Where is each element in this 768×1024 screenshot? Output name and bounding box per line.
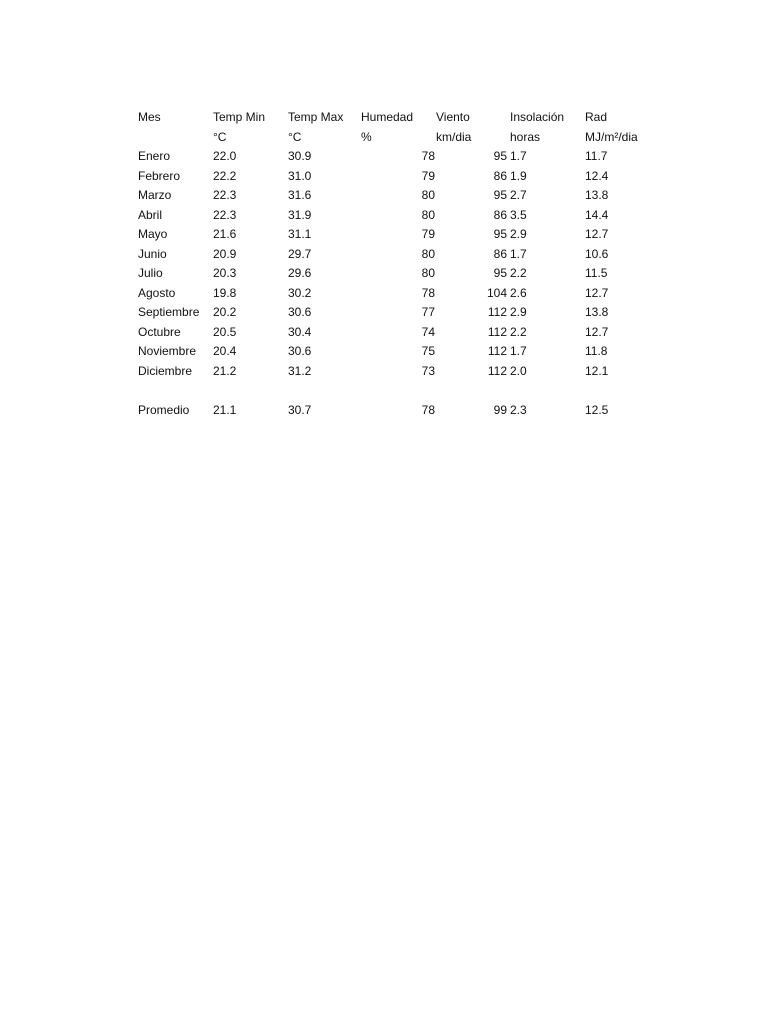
- cell-tmin: 22.3: [213, 207, 237, 222]
- avg-ins: 2.3: [510, 403, 527, 417]
- blank-row: [138, 381, 668, 401]
- header-vie: Viento: [436, 110, 470, 124]
- cell-rad: 14.4: [585, 207, 609, 222]
- header-row-2: [138, 128, 668, 148]
- cell-ins: 2.6: [510, 285, 527, 300]
- avg-hum: 78: [421, 403, 435, 417]
- cell-hum: 80: [421, 207, 435, 222]
- unit-vie: km/dia: [436, 129, 472, 144]
- cell-vie: 86: [493, 246, 507, 261]
- unit-hum: %: [361, 129, 372, 144]
- table-row: [138, 225, 668, 245]
- header-tmin: Temp Min: [213, 110, 266, 124]
- cell-vie: 95: [493, 149, 507, 163]
- cell-vie: 95: [493, 188, 507, 202]
- cell-tmax: 29.6: [288, 266, 312, 280]
- cell-rad: 12.7: [585, 324, 609, 339]
- cell-tmax: 30.9: [288, 149, 312, 163]
- cell-tmax: 30.4: [288, 324, 312, 339]
- cell-hum: 73: [421, 363, 435, 378]
- cell-ins: 2.0: [510, 363, 527, 378]
- cell-ins: 2.9: [510, 227, 527, 241]
- cell-mes: Abril: [138, 207, 163, 222]
- table-row: [138, 284, 668, 304]
- cell-mes: Junio: [138, 246, 167, 261]
- header-tmax: Temp Max: [288, 110, 344, 124]
- cell-vie: 112: [487, 305, 507, 319]
- avg-tmin: 21.1: [213, 403, 237, 417]
- cell-rad: 12.7: [585, 227, 609, 241]
- avg-tmax: 30.7: [288, 403, 312, 417]
- cell-tmin: 22.2: [213, 168, 237, 183]
- cell-tmin: 20.3: [213, 266, 237, 280]
- table-row: [138, 362, 668, 382]
- cell-hum: 78: [421, 149, 435, 163]
- cell-tmin: 20.4: [213, 344, 237, 358]
- cell-ins: 1.7: [510, 344, 527, 358]
- table-row: [138, 206, 668, 226]
- cell-vie: 112: [487, 344, 507, 358]
- cell-tmin: 20.2: [213, 305, 237, 319]
- cell-ins: 1.7: [510, 149, 527, 163]
- header-ins: Insolación: [510, 110, 565, 124]
- cell-hum: 78: [421, 285, 435, 300]
- cell-mes: Marzo: [138, 188, 172, 202]
- avg-mes: Promedio: [138, 403, 190, 417]
- cell-ins: 2.7: [510, 188, 527, 202]
- cell-rad: 10.6: [585, 246, 609, 261]
- cell-tmax: 29.7: [288, 246, 312, 261]
- table-row: [138, 323, 668, 343]
- cell-vie: 86: [493, 207, 507, 222]
- cell-tmax: 30.2: [288, 285, 312, 300]
- avg-vie: 99: [493, 403, 507, 417]
- cell-hum: 80: [421, 188, 435, 202]
- unit-tmax: °C: [288, 129, 302, 144]
- cell-tmin: 19.8: [213, 285, 237, 300]
- cell-rad: 11.8: [585, 344, 608, 358]
- header-row-1: [138, 108, 668, 128]
- cell-hum: 80: [421, 266, 435, 280]
- cell-hum: 74: [421, 324, 435, 339]
- cell-vie: 112: [487, 324, 507, 339]
- climate-table: [138, 108, 668, 421]
- cell-tmin: 21.6: [213, 227, 237, 241]
- cell-vie: 86: [493, 168, 507, 183]
- table-row: [138, 303, 668, 323]
- cell-vie: 112: [487, 363, 507, 378]
- cell-tmin: 22.3: [213, 188, 237, 202]
- cell-tmax: 31.2: [288, 363, 312, 378]
- unit-tmin: °C: [213, 129, 227, 144]
- cell-tmin: 20.5: [213, 324, 237, 339]
- cell-mes: Agosto: [138, 285, 176, 300]
- avg-rad: 12.5: [585, 403, 609, 417]
- cell-rad: 11.5: [585, 266, 608, 280]
- cell-rad: 11.7: [585, 149, 608, 163]
- cell-tmax: 31.9: [288, 207, 312, 222]
- cell-mes: Octubre: [138, 324, 181, 339]
- cell-tmin: 22.0: [213, 149, 237, 163]
- unit-ins: horas: [510, 129, 541, 144]
- cell-hum: 79: [421, 168, 435, 183]
- unit-rad: MJ/m²/dia: [585, 129, 638, 144]
- cell-ins: 1.9: [510, 168, 527, 183]
- cell-mes: Febrero: [138, 168, 181, 183]
- cell-ins: 3.5: [510, 207, 527, 222]
- header-mes: Mes: [138, 110, 161, 124]
- cell-mes: Enero: [138, 149, 171, 163]
- cell-mes: Julio: [138, 266, 163, 280]
- cell-tmax: 30.6: [288, 344, 312, 358]
- cell-rad: 12.1: [585, 363, 609, 378]
- cell-vie: 95: [493, 266, 507, 280]
- table-row: [138, 147, 668, 167]
- cell-tmin: 21.2: [213, 363, 237, 378]
- table-row: [138, 186, 668, 206]
- cell-vie: 104: [486, 285, 507, 300]
- cell-hum: 77: [421, 305, 435, 319]
- cell-mes: Noviembre: [138, 344, 197, 358]
- cell-tmin: 20.9: [213, 246, 237, 261]
- cell-hum: 80: [421, 246, 435, 261]
- cell-rad: 13.8: [585, 188, 609, 202]
- cell-rad: 12.4: [585, 168, 609, 183]
- table-row: [138, 264, 668, 284]
- cell-tmax: 30.6: [288, 305, 312, 319]
- cell-tmax: 31.6: [288, 188, 312, 202]
- cell-ins: 2.9: [510, 305, 527, 319]
- cell-rad: 13.8: [585, 305, 609, 319]
- table-row: [138, 167, 668, 187]
- cell-mes: Septiembre: [138, 305, 200, 319]
- cell-ins: 2.2: [510, 266, 527, 280]
- cell-rad: 12.7: [585, 285, 609, 300]
- cell-tmax: 31.1: [288, 227, 312, 241]
- cell-tmax: 31.0: [288, 168, 312, 183]
- table-row: [138, 342, 668, 362]
- cell-hum: 75: [421, 344, 435, 358]
- cell-vie: 95: [493, 227, 507, 241]
- average-row: [138, 401, 668, 421]
- cell-mes: Diciembre: [138, 363, 193, 378]
- cell-mes: Mayo: [138, 227, 168, 241]
- header-rad: Rad: [585, 110, 608, 124]
- header-hum: Humedad: [361, 110, 414, 124]
- cell-hum: 79: [421, 227, 435, 241]
- cell-ins: 1.7: [510, 246, 527, 261]
- table-row: [138, 245, 668, 265]
- cell-ins: 2.2: [510, 324, 527, 339]
